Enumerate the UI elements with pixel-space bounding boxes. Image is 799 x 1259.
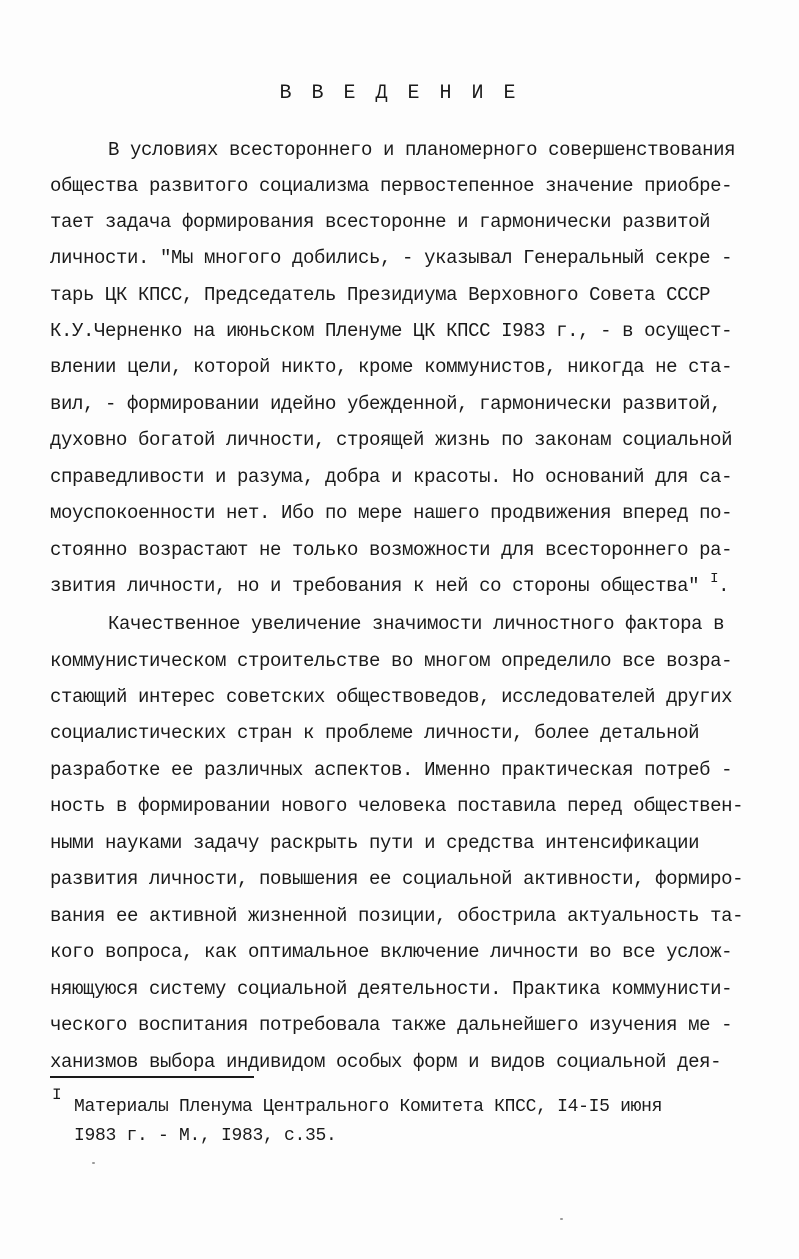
scan-speck	[92, 1162, 95, 1164]
text-line: стоянно возрастают не только возможности для всестороннего ра-	[50, 539, 733, 561]
text-line: духовно богатой личности, строящей жизнь по законам социальной	[50, 429, 733, 451]
footnote-reference[interactable]: I	[710, 571, 719, 587]
footnote-ref-period: .	[718, 575, 730, 597]
text-line: личности. "Мы многого добились, - указывал Генеральный секре -	[50, 247, 733, 269]
text-line: моуспокоенности нет. Ибо по мере нашего продвижения вперед по-	[50, 502, 733, 524]
page-title: В В Е Д Е Н И Е	[279, 82, 520, 105]
text-line: вил, - формировании идейно убежденной, гармонически развитой,	[50, 393, 722, 415]
text-line: К.У.Черненко на июньском Пленуме ЦК КПСС I983 г., - в осущест-	[50, 320, 733, 342]
text-line: стающий интерес советских обществоведов, исследователей других	[50, 686, 733, 708]
text-line: В условиях всестороннего и планомерного совершенствования	[108, 139, 736, 161]
text-line: кого вопроса, как оптимальное включение личности во все услож-	[50, 941, 733, 963]
text-line: коммунистическом строительстве во многом определило все возра-	[50, 650, 733, 672]
footnote-text-line: Материалы Пленума Центрального Комитета КПСС, I4-I5 июня	[74, 1097, 663, 1117]
scan-speck	[560, 1218, 563, 1220]
text-line: ными науками задачу раскрыть пути и средства интенсификации	[50, 832, 700, 854]
text-line: ческого воспитания потребовала также дальнейшего изучения ме -	[50, 1014, 733, 1036]
text-line: развития личности, повышения ее социальной активности, формиро-	[50, 868, 744, 890]
text-line: социалистических стран к проблеме личности, более детальной	[50, 722, 700, 744]
text-line: разработке ее различных аспектов. Именно практическая потреб -	[50, 759, 733, 781]
text-line: ность в формировании нового человека поставила перед обществен-	[50, 795, 744, 817]
footnote-text-line: I983 г. - М., I983, с.35.	[74, 1126, 337, 1146]
text-line: тает задача формирования всесторонне и гармонически развитой	[50, 211, 711, 233]
text-line-with-footnote-ref	[50, 571, 750, 600]
footnote-divider	[50, 1076, 254, 1078]
text-line: вания ее активной жизненной позиции, обострила актуальность та-	[50, 905, 744, 927]
text-line: няющуюся систему социальной деятельности. Практика коммунисти-	[50, 978, 733, 1000]
text-line: влении цели, которой никто, кроме коммунистов, никогда не ста-	[50, 356, 733, 378]
footnote-mark: I	[52, 1086, 62, 1104]
text-line: ханизмов выбора индивидом особых форм и видов социальной дея-	[50, 1051, 722, 1073]
text-line-content: звития личности, но и требования к ней со стороны общества"	[50, 575, 700, 597]
text-line: тарь ЦК КПСС, Председатель Президиума Верховного Совета СССР	[50, 284, 711, 306]
text-line: общества развитого социализма первостепенное значение приобре-	[50, 175, 733, 197]
text-line: Качественное увеличение значимости личностного фактора в	[108, 613, 725, 635]
text-line: справедливости и разума, добра и красоты. Но оснований для са-	[50, 466, 733, 488]
